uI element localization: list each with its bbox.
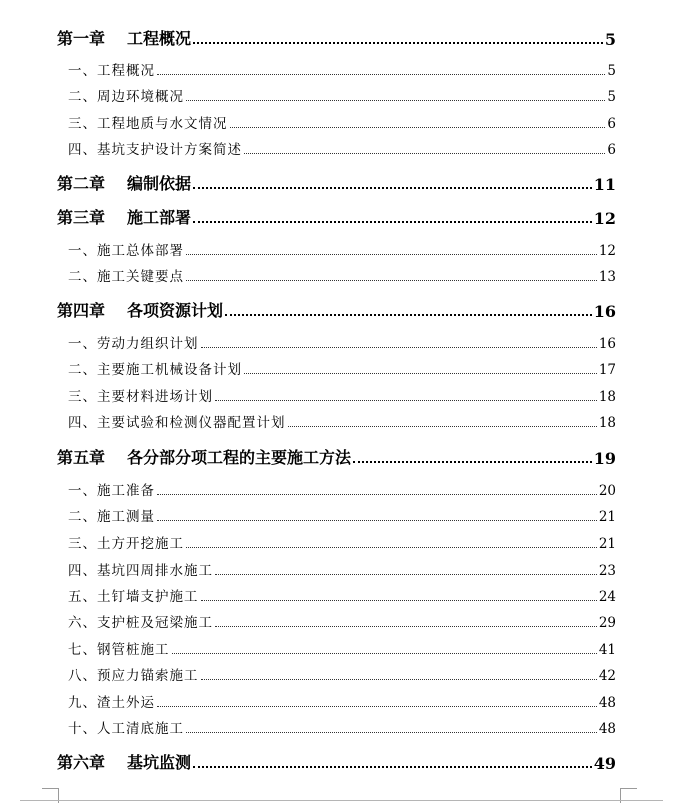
toc-chapter-title: 工程概况 (127, 29, 192, 48)
toc-page-number: 11 (593, 175, 616, 194)
toc-section-entry[interactable] (68, 334, 616, 352)
toc-chapter-entry[interactable] (57, 206, 616, 228)
toc-dot-leader (215, 400, 597, 401)
toc-page-number: 16 (598, 336, 616, 352)
toc-page-number: 18 (598, 389, 616, 405)
toc-dot-leader (215, 574, 597, 575)
toc-section-label: 一、工程概况 (68, 63, 155, 79)
toc-section-entry[interactable] (68, 587, 616, 605)
toc-page-number: 5 (607, 89, 616, 105)
toc-section-label: 二、主要施工机械设备计划 (68, 362, 242, 378)
toc-dot-leader (157, 520, 597, 521)
toc-section-entry[interactable] (68, 387, 616, 405)
toc-dot-leader (215, 626, 597, 627)
toc-page-number: 5 (604, 30, 616, 49)
toc-section-label: 八、预应力锚索施工 (68, 668, 199, 684)
toc-page-number: 17 (598, 362, 616, 378)
toc-page-number: 13 (598, 269, 616, 285)
toc-page-number: 20 (598, 483, 616, 499)
toc-chapter-entry[interactable] (57, 299, 616, 321)
toc-dot-leader (157, 494, 597, 495)
toc-chapter-title: 各分部分项工程的主要施工方法 (127, 448, 352, 467)
toc-chapter-title: 编制依据 (127, 174, 192, 193)
toc-section-label: 四、主要试验和检测仪器配置计划 (68, 415, 286, 431)
toc-dot-leader (193, 221, 592, 223)
toc-page-number: 21 (598, 536, 616, 552)
toc-section-entry[interactable] (68, 140, 616, 158)
toc-dot-leader (186, 547, 597, 548)
toc-section-entry[interactable] (68, 241, 616, 259)
toc-section-entry[interactable] (68, 534, 616, 552)
page-bottom-rule (20, 800, 663, 801)
toc-dot-leader (172, 653, 597, 654)
toc-dot-leader (201, 679, 597, 680)
toc-chapter-title: 施工部署 (127, 208, 192, 227)
toc-section-label: 十、人工清底施工 (68, 721, 184, 737)
toc-section-label: 四、基坑支护设计方案简述 (68, 142, 242, 158)
toc-chapter-number: 第一章 (57, 29, 106, 48)
toc-page-number: 12 (598, 243, 616, 259)
toc-section-label: 三、主要材料进场计划 (68, 389, 213, 405)
toc-dot-leader (244, 373, 597, 374)
toc-page-number: 12 (593, 209, 616, 228)
toc-section-entry[interactable] (68, 666, 616, 684)
toc-chapter-title: 基坑监测 (127, 753, 192, 772)
toc-page-number: 5 (607, 63, 616, 79)
toc-page-number: 21 (598, 509, 616, 525)
toc-chapter-label (57, 205, 191, 228)
toc-page-number: 16 (593, 302, 616, 321)
toc-section-label: 九、渣土外运 (68, 695, 155, 711)
toc-section-entry[interactable] (68, 114, 616, 132)
toc-section-entry[interactable] (68, 613, 616, 631)
toc-dot-leader (157, 74, 605, 75)
toc-dot-leader (244, 153, 605, 154)
toc-dot-leader (201, 600, 597, 601)
toc-dot-leader (186, 254, 597, 255)
toc-chapter-number: 第三章 (57, 208, 106, 227)
toc-dot-leader (193, 187, 592, 189)
toc-chapter-entry[interactable] (57, 172, 616, 194)
toc-chapter-label (57, 750, 191, 773)
toc-page-number: 29 (598, 615, 616, 631)
toc-section-entry[interactable] (68, 719, 616, 737)
toc-section-entry[interactable] (68, 561, 616, 579)
toc-chapter-number: 第五章 (57, 448, 106, 467)
toc-dot-leader (353, 461, 592, 463)
toc-section-label: 二、周边环境概况 (68, 89, 184, 105)
toc-chapter-entry[interactable] (57, 27, 616, 49)
toc-page-number: 41 (598, 642, 616, 658)
toc-page-number: 48 (598, 695, 616, 711)
toc-section-entry[interactable] (68, 693, 616, 711)
toc-chapter-label (57, 445, 351, 468)
toc-section-label: 二、施工关键要点 (68, 269, 184, 285)
toc-dot-leader (193, 766, 592, 768)
toc-section-entry[interactable] (68, 87, 616, 105)
toc-section-label: 一、劳动力组织计划 (68, 336, 199, 352)
toc-chapter-number: 第二章 (57, 174, 106, 193)
toc-chapter-label (57, 171, 191, 194)
toc-dot-leader (225, 314, 592, 316)
toc-dot-leader (186, 100, 605, 101)
toc-section-entry[interactable] (68, 360, 616, 378)
toc-dot-leader (230, 127, 606, 128)
toc-section-label: 三、土方开挖施工 (68, 536, 184, 552)
toc-page-number: 24 (598, 589, 616, 605)
toc-page-number: 6 (607, 142, 616, 158)
toc-dot-leader (186, 732, 597, 733)
toc-section-entry[interactable] (68, 507, 616, 525)
toc-page-number: 19 (593, 449, 616, 468)
toc-section-entry[interactable] (68, 640, 616, 658)
toc-chapter-title: 各项资源计划 (127, 301, 224, 320)
toc-page-number: 42 (598, 668, 616, 684)
toc-page-number: 23 (598, 563, 616, 579)
toc-section-entry[interactable] (68, 413, 616, 431)
toc-dot-leader (157, 706, 597, 707)
toc-dot-leader (201, 347, 597, 348)
toc-section-entry[interactable] (68, 267, 616, 285)
toc-chapter-label (57, 26, 191, 49)
toc-page-number: 6 (607, 116, 616, 132)
toc-chapter-label (57, 298, 223, 321)
toc-page-number: 18 (598, 415, 616, 431)
toc-section-label: 二、施工测量 (68, 509, 155, 525)
toc-section-label: 一、施工总体部署 (68, 243, 184, 259)
toc-section-entry[interactable] (68, 61, 616, 79)
toc-section-label: 五、土钉墙支护施工 (68, 589, 199, 605)
toc-chapter-number: 第四章 (57, 301, 106, 320)
toc-section-label: 一、施工准备 (68, 483, 155, 499)
toc-dot-leader (193, 42, 603, 44)
toc-section-entry[interactable] (68, 481, 616, 499)
toc-chapter-entry[interactable] (57, 751, 616, 773)
toc-section-label: 四、基坑四周排水施工 (68, 563, 213, 579)
toc-section-label: 六、支护桩及冠梁施工 (68, 615, 213, 631)
toc-section-label: 七、钢管桩施工 (68, 642, 170, 658)
toc-chapter-number: 第六章 (57, 753, 106, 772)
toc-section-label: 三、工程地质与水文情况 (68, 116, 228, 132)
toc-dot-leader (288, 426, 597, 427)
toc-dot-leader (186, 280, 597, 281)
toc-page-number: 49 (593, 754, 616, 773)
toc-chapter-entry[interactable] (57, 446, 616, 468)
toc-page-number: 48 (598, 721, 616, 737)
